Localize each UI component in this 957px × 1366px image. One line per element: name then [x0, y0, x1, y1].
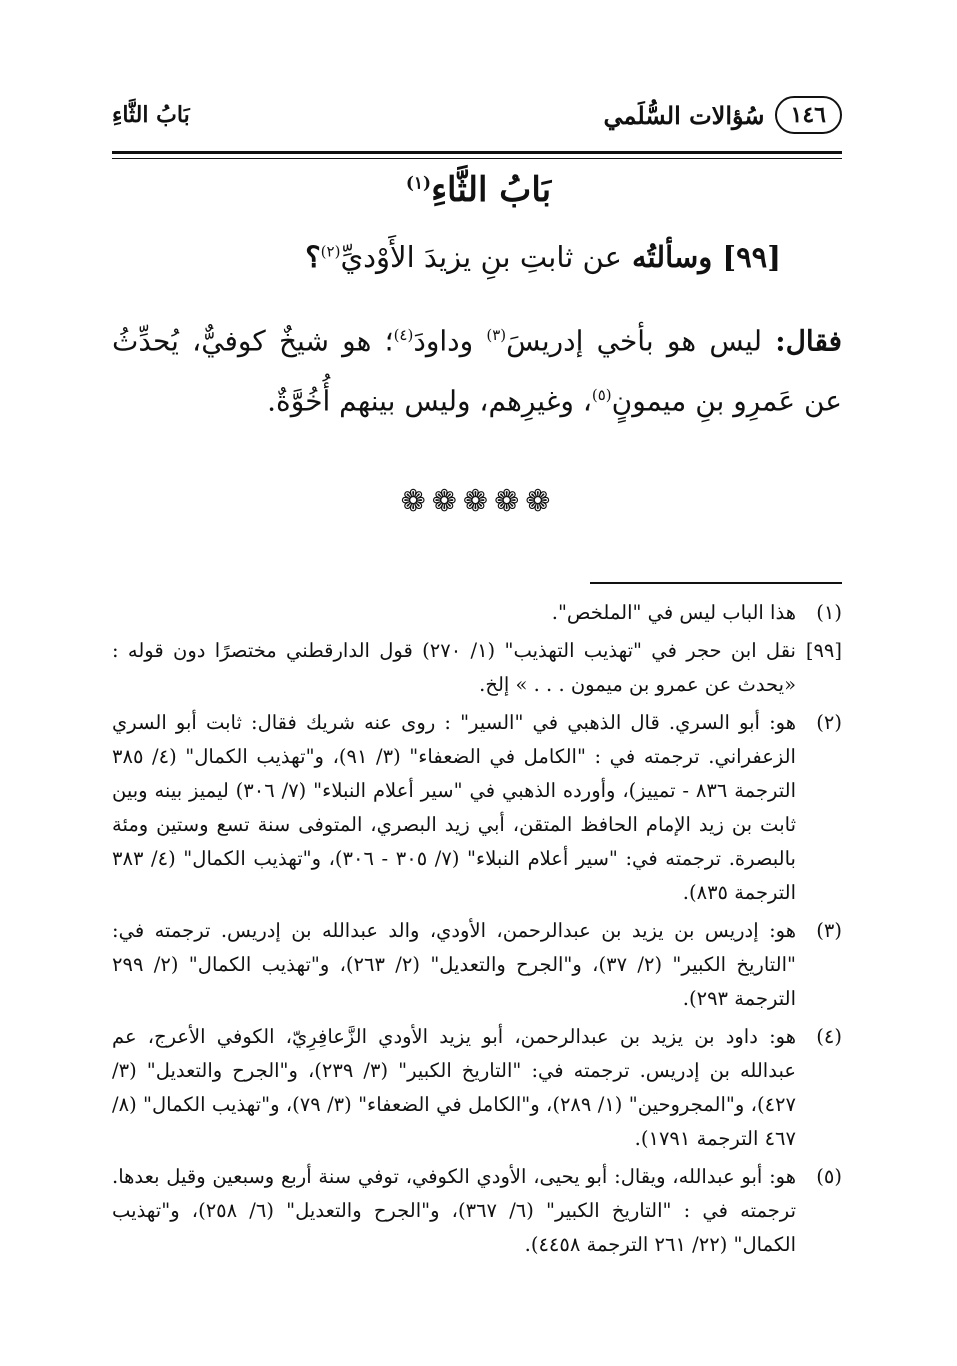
entry-number: [٩٩] — [722, 240, 781, 274]
chapter-title — [0, 170, 957, 210]
page-number: ١٤٦ — [775, 96, 842, 134]
footnote — [112, 1020, 842, 1156]
header-book-info — [604, 96, 842, 134]
footnote-number: (٤) — [816, 1025, 842, 1048]
answer-part-3: ؛ هو شيخٌ كوفيٌّ، يُحدِّثُ عن عَمرِو بنِ ميمونٍ — [112, 324, 842, 418]
footnote-number: (١) — [816, 601, 842, 624]
entry-answer — [112, 308, 842, 429]
footnote-text: هو: أبو عبدالله، ويقال: أبو يحيى، الأودي الكوفي، توفي سنة أربع وسبعين وقيل بعدها. ترجمته في : "التاريخ الكبير" (٦/ ٣٦٧)، و"الجرح والتعديل" (٦/ ٢٥٨)، و"تهذيب الكمال" (٢٢/ ٢٦١ الترجمة ٤٤٥٨). — [112, 1165, 796, 1256]
entry-question — [305, 240, 781, 274]
answer-part-2: وداودَ — [413, 324, 474, 358]
header-rule-thin — [112, 158, 842, 159]
answer-note-ref-3: (٣) — [486, 326, 507, 344]
footnote-separator — [590, 582, 842, 584]
header-rule-thick — [112, 151, 842, 154]
book-title: سُؤالات السُّلَمي — [603, 100, 765, 130]
footnote — [112, 596, 842, 630]
entry-question-mark: ؟ — [305, 240, 321, 274]
footnote-number: (٥) — [816, 1165, 842, 1188]
answer-note-ref-4: (٤) — [393, 326, 414, 344]
footnote-text: هو: داود بن يزيد بن عبدالرحمن، أبو يزيد الأودي الزَّعافِرِيّ، الكوفي الأعرج، عم عبدالله بن إدريس. ترجمته في: "التاريخ الكبير" (٣/ ٢٣٩)، و"الجرح والتعديل" (٣/ ٤٢٧)، و"المجروحين" (١/ ٢٨٩)، و"الكامل في الضعفاء" (٣/ ٧٩)، و"تهذيب الكمال" (٨/ ٤٦٧ الترجمة ١٧٩١). — [112, 1025, 796, 1150]
footnote-text: هو: إدريس بن يزيد بن عبدالرحمن، الأودي، والد عبدالله بن إدريس. ترجمته في: "التاريخ الكبير" (٢/ ٣٧)، و"الجرح والتعديل" (٢/ ٢٦٣)، و"تهذيب الكمال" (٢/ ٢٩٩ الترجمة ٢٩٣). — [112, 919, 796, 1010]
answer-lead: فقال: — [775, 324, 843, 358]
entry-question-lead: وسألتُه — [631, 240, 713, 274]
footnote-text: هذا الباب ليس في "الملخص". — [551, 601, 796, 624]
header-chapter-name: بَابُ الثَّاءِ — [112, 102, 190, 128]
entry-question-text: عن ثابتِ بنِ يزيدَ الأَوْديِّ — [340, 240, 622, 274]
footnote-text: هو: أبو السري. قال الذهبي في "السير" : روى عنه شريك فقال: ثابت أبو السري الزعفراني. ترجمته في : "الكامل في الضعفاء" (٣/ ٩١)، و"تهذيب الكمال" (٤/ ٣٨٥ الترجمة ٨٣٦ - تمييز)، وأورده الذهبي في "سير أعلام النبلاء" (٧/ ٣٠٦) ليميز بينه وبين ثابت بن زيد الإمام الحافظ المتقن، أبي زيد البصري، المتوفى سنة تسع وستين ومئة بالبصرة. ترجمته في: "سير أعلام النبلاء" (٧/ ٣٠٥ - ٣٠٦)، و"تهذيب الكمال" (٤/ ٣٨٣ الترجمة ٨٣٥). — [112, 711, 796, 904]
footnote — [112, 1160, 842, 1262]
answer-note-ref-5: (٥) — [591, 386, 612, 405]
footnote — [112, 914, 842, 1016]
answer-part-1: ليس هو بأخي إدريسَ — [506, 324, 762, 358]
ornament-divider: ❁❁❁❁❁ — [400, 484, 557, 519]
footnote-number: [٩٩] — [805, 639, 842, 662]
answer-part-4: ، وغيرِهم، وليس بينهم أُخُوَّةٌ. — [267, 384, 592, 418]
chapter-title-text: بَابُ الثَّاءِ — [431, 170, 552, 210]
footnote-number: (٢) — [816, 711, 842, 734]
footnote — [112, 634, 842, 702]
footnotes — [112, 596, 842, 1266]
entry-question-note-ref: (٢) — [320, 242, 341, 261]
running-header — [112, 96, 842, 140]
footnote-number: (٣) — [816, 919, 842, 942]
footnote-text: نقل ابن حجر في "تهذيب التهذيب" (١/ ٢٧٠) قول الدارقطني مختصرًا دون قوله : «يحدث عن عمرو بن ميمون . . . » إلخ. — [112, 639, 796, 696]
footnote — [112, 706, 842, 910]
chapter-title-note-ref: (١) — [405, 173, 432, 194]
